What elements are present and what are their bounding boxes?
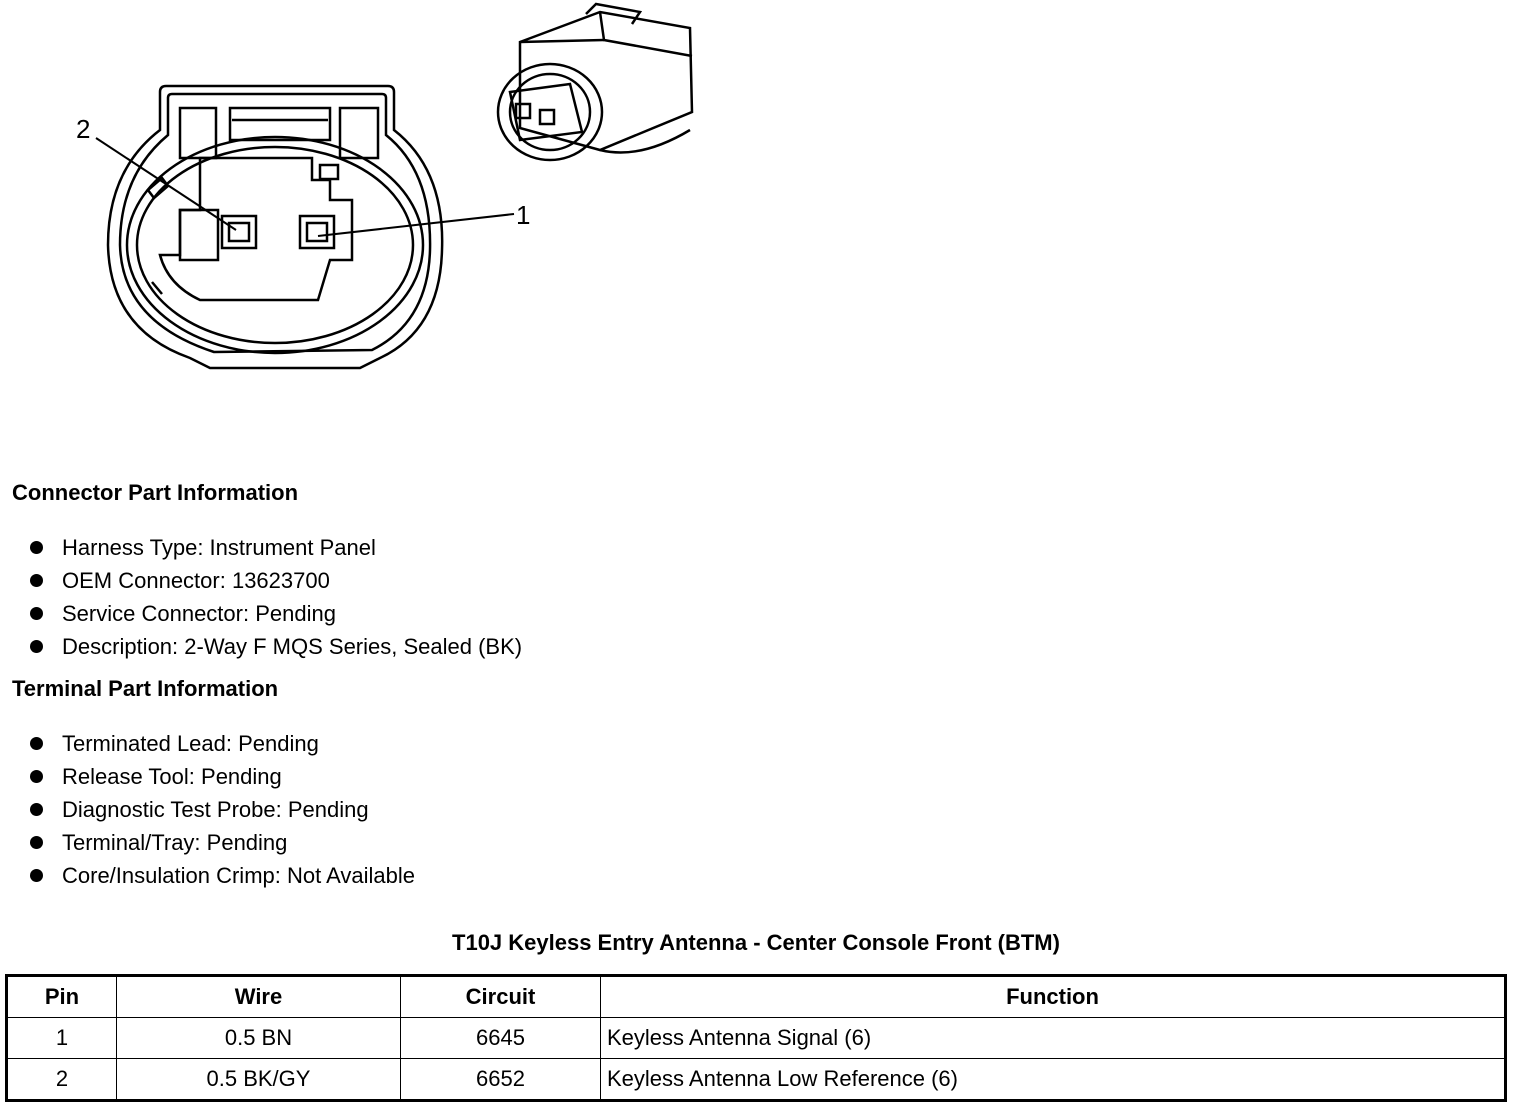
list-item: Service Connector: Pending — [30, 597, 522, 630]
cell-circuit: 6652 — [401, 1059, 601, 1101]
connector-part-info-heading: Connector Part Information — [12, 480, 299, 505]
cell-pin: 2 — [7, 1059, 117, 1101]
cell-function: Keyless Antenna Signal (6) — [601, 1018, 1506, 1059]
bullet-icon — [30, 803, 43, 816]
bullet-icon — [30, 770, 43, 783]
list-item: Release Tool: Pending — [30, 760, 415, 793]
bullet-icon — [30, 607, 43, 620]
bullet-icon — [30, 640, 43, 653]
list-item: OEM Connector: 13623700 — [30, 564, 522, 597]
column-header-pin: Pin — [7, 976, 117, 1018]
list-item: Core/Insulation Crimp: Not Available — [30, 859, 415, 892]
bullet-icon — [30, 869, 43, 882]
callout-1-label: 1 — [516, 200, 531, 230]
cell-pin: 1 — [7, 1018, 117, 1059]
bullet-icon — [30, 737, 43, 750]
terminal-part-info-list — [30, 727, 415, 892]
cell-wire: 0.5 BK/GY — [117, 1059, 401, 1101]
pin-table-title: T10J Keyless Entry Antenna - Center Console Front (BTM) — [452, 930, 1060, 955]
connector-part-info-list — [30, 531, 522, 663]
terminal-part-info-heading: Terminal Part Information — [12, 676, 279, 701]
table-header-row — [7, 976, 1506, 1018]
connector-illustration — [0, 0, 760, 420]
cell-wire: 0.5 BN — [117, 1018, 401, 1059]
connector-isometric-view — [498, 4, 692, 160]
cell-function: Keyless Antenna Low Reference (6) — [601, 1059, 1506, 1101]
bullet-icon — [30, 836, 43, 849]
bullet-icon — [30, 541, 43, 554]
bullet-icon — [30, 574, 43, 587]
column-header-function: Function — [601, 976, 1506, 1018]
list-item: Diagnostic Test Probe: Pending — [30, 793, 415, 826]
table-row — [7, 1059, 1506, 1101]
callout-2-label: 2 — [76, 114, 91, 144]
list-item: Terminal/Tray: Pending — [30, 826, 415, 859]
column-header-circuit: Circuit — [401, 976, 601, 1018]
column-header-wire: Wire — [117, 976, 401, 1018]
pin-table — [5, 974, 1507, 1102]
list-item: Terminated Lead: Pending — [30, 727, 415, 760]
table-row — [7, 1018, 1506, 1059]
list-item: Harness Type: Instrument Panel — [30, 531, 522, 564]
list-item: Description: 2-Way F MQS Series, Sealed (BK) — [30, 630, 522, 663]
cell-circuit: 6645 — [401, 1018, 601, 1059]
